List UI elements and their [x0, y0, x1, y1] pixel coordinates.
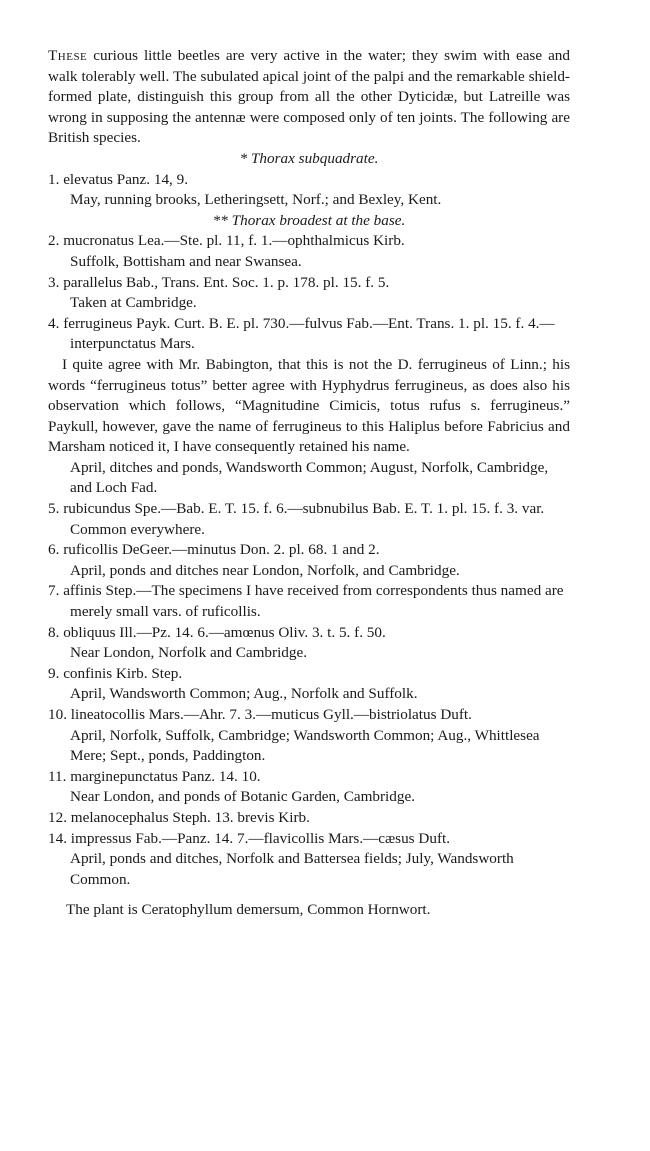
species-note: April, ponds and ditches near London, Norfolk, and Cambridge.	[70, 561, 460, 579]
species-note: Common everywhere.	[70, 520, 205, 538]
species-entry: 11. marginepunctatus Panz. 14. 10. Near London, and ponds of Botanic Garden, Cambridge.	[48, 767, 570, 808]
species-name: elevatus Panz. 14, 9.	[63, 170, 189, 188]
intro-paragraph	[48, 46, 570, 149]
species-entry: 8. obliquus Ill.—Pz. 14. 6.—amœnus Oliv. 3. t. 5. f. 50. Near London, Norfolk and Cambridge.	[48, 623, 570, 664]
species-note: Suffolk, Bottisham and near Swansea.	[70, 252, 302, 270]
species-entry: 3. parallelus Bab., Trans. Ent. Soc. 1. p. 178. pl. 15. f. 5. Taken at Cambridge.	[48, 273, 570, 314]
species-name: affinis Step.—The specimens I have received from correspondents thus named are merely small vars. of ruficollis.	[63, 582, 564, 621]
species-note: April, Wandsworth Common; Aug., Norfolk and Suffolk.	[70, 685, 418, 703]
species-entry: 1. elevatus Panz. 14, 9. May, running brooks, Letheringsett, Norf.; and Bexley, Kent.	[48, 170, 570, 211]
intro-text: curious little beetles are very active in the water; they swim with ease and walk tolerably well. The subulated apical joint of the palpi and the remarkable shield-formed plate, distinguish this group from all the other Dyticidæ, but Latreille was wrong in supposing the antennæ were composed only of ten joints. The following are British species.	[48, 47, 570, 147]
species-entry: 10. lineatocollis Mars.—Ahr. 7. 3.—muticus Gyll.—bistriolatus Duft. April, Norfolk, Suffolk, Cambridge; Wandsworth Common; Aug., Whittlesea Mere; Sept., ponds, Paddington.	[48, 705, 570, 767]
species-note: Near London, Norfolk and Cambridge.	[70, 644, 308, 662]
species-name: mucronatus Lea.—Ste. pl. 11, f. 1.—ophthalmicus Kirb.	[63, 232, 405, 250]
species-entry: 2. mucronatus Lea.—Ste. pl. 11, f. 1.—ophthalmicus Kirb. Suffolk, Bottisham and near Swansea.	[48, 231, 570, 272]
species-name: confinis Kirb. Step.	[63, 664, 183, 682]
species-note: Near London, and ponds of Botanic Garden, Cambridge.	[70, 788, 416, 806]
species-discussion: I quite agree with Mr. Babington, that this is not the D. ferrugineus of Linn.; his words “ferrugineus totus” better agree with Hyphydrus ferrugineus, as does also his observation which follows, “Magnitudine Cimicis, totus rufus s. ferrugineus.” Paykull, however, gave the name of ferrugineus to this Haliplus before Fabricius and Marsham noticed it, I have consequently retained his name.	[48, 355, 570, 456]
species-entry: 4. ferrugineus Payk. Curt. B. E. pl. 730.—fulvus Fab.—Ent. Trans. 1. pl. 15. f. 4.—interpunctatus Mars. I quite agree with Mr. Babington, that this is not the D. ferrugineus of Linn.; his words “ferrugineus totus” better agree with Hyphydrus ferrugineus, as does also his observation which follows, “Magnitudine Cimicis, totus rufus s. ferrugineus.” Paykull, however, gave the name of ferrugineus to this Haliplus before Fabricius and Marsham noticed it, I have consequently retained his name. April, ditches and ponds, Wandsworth Common; August, Norfolk, Cambridge, and Loch Fad.	[48, 314, 570, 499]
section-heading-2: ** Thorax broadest at the base.	[212, 211, 406, 229]
species-name: lineatocollis Mars.—Ahr. 7. 3.—muticus Gyll.—bistriolatus Duft.	[70, 706, 472, 723]
species-name: obliquus Ill.—Pz. 14. 6.—amœnus Oliv. 3. t. 5. f. 50.	[63, 623, 386, 641]
species-note: April, Norfolk, Suffolk, Cambridge; Wandsworth Common; Aug., Whittlesea Mere; Sept., ponds, Paddington.	[70, 726, 540, 765]
species-name: parallelus Bab., Trans. Ent. Soc. 1. p. 178. pl. 15. f. 5.	[63, 273, 390, 291]
species-name: ruficollis DeGeer.—minutus Don. 2. pl. 68. 1 and 2.	[63, 541, 380, 559]
species-name: rubicundus Spe.—Bab. E. T. 15. f. 6.—subnubilus Bab. E. T. 1. pl. 15. f. 3. var.	[63, 500, 545, 518]
document-page	[48, 46, 570, 921]
species-name: marginepunctatus Panz. 14. 10.	[70, 767, 261, 785]
species-name: impressus Fab.—Panz. 14. 7.—flavicollis Mars.—cæsus Duft.	[70, 829, 451, 847]
species-entry: 5. rubicundus Spe.—Bab. E. T. 15. f. 6.—subnubilus Bab. E. T. 1. pl. 15. f. 3. var. Common everywhere.	[48, 500, 545, 538]
species-entry: 12. melanocephalus Steph. 13. brevis Kirb.	[48, 808, 310, 826]
species-name: ferrugineus Payk. Curt. B. E. pl. 730.—fulvus Fab.—Ent. Trans. 1. pl. 15. f. 4.—interpunctatus Mars.	[63, 314, 555, 353]
intro-lead: These	[48, 47, 88, 64]
species-note: April, ponds and ditches, Norfolk and Battersea fields; July, Wandsworth Common.	[70, 850, 514, 888]
species-entry: 6. ruficollis DeGeer.—minutus Don. 2. pl. 68. 1 and 2. April, ponds and ditches near London, Norfolk, and Cambridge.	[48, 540, 570, 581]
species-note: Taken at Cambridge.	[70, 294, 197, 312]
closing-note: The plant is Ceratophyllum demersum, Common Hornwort.	[66, 901, 431, 919]
species-note: April, ditches and ponds, Wandsworth Common; August, Norfolk, Cambridge, and Loch Fad.	[70, 458, 549, 497]
species-entry: 14. impressus Fab.—Panz. 14. 7.—flavicollis Mars.—cæsus Duft. April, ponds and ditches, Norfolk and Battersea fields; July, Wandsworth Common.	[48, 829, 570, 891]
section-heading-1: * Thorax subquadrate.	[239, 149, 379, 167]
species-entry: 7. affinis Step.—The specimens I have received from correspondents thus named are merely small vars. of ruficollis.	[48, 582, 564, 621]
species-note: May, running brooks, Letheringsett, Norf.; and Bexley, Kent.	[70, 191, 442, 209]
species-name: melanocephalus Steph. 13. brevis Kirb.	[70, 808, 310, 826]
species-entry: 9. confinis Kirb. Step. April, Wandsworth Common; Aug., Norfolk and Suffolk.	[48, 664, 570, 705]
